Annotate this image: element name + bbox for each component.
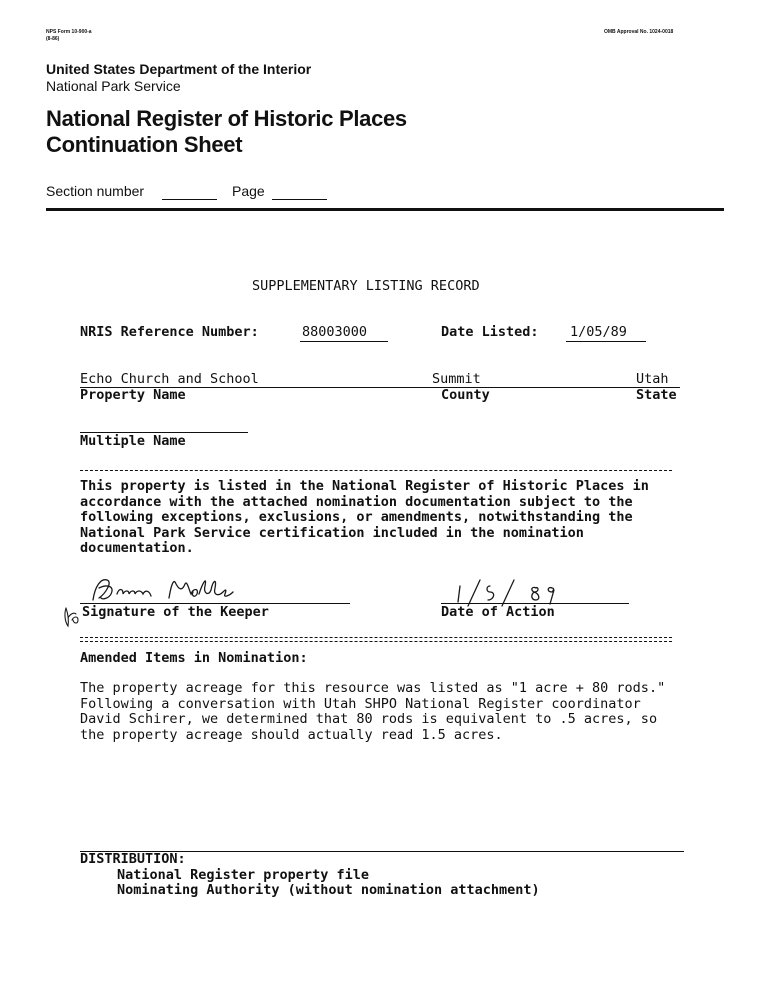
page-title: National Register of Historic Places [46, 106, 407, 131]
omb-approval: OMB Approval No. 1024-0018 [604, 29, 674, 35]
double-dashed-divider [80, 637, 672, 642]
amended-heading: Amended Items in Nomination: [80, 650, 308, 666]
record-heading: SUPPLEMENTARY LISTING RECORD [252, 278, 480, 294]
date-listed-underline [566, 341, 646, 342]
form-number: NPS Form 10-900-a [46, 29, 92, 35]
property-name-value: Echo Church and School [80, 371, 259, 387]
distribution-item: Nominating Authority (without nomination attachment) [117, 882, 540, 898]
listing-statement: This property is listed in the National Register of Historic Places in accordance with the attached nomination documentation subject to the following exceptions, exclusions, or amendments, notwithstanding the National Park Service certification included in the nomination documentation. [80, 478, 649, 557]
amended-text: The property acreage for this resource was listed as "1 acre + 80 rods." Following a conversation with Utah SHPO National Register coordinator David Schirer, we determined that 80 rods is equivalent to .5 acres, so the property acreage should actually read 1.5 acres. [80, 680, 666, 743]
nris-label: NRIS Reference Number: [80, 324, 259, 340]
form-revision: (8-86) [46, 36, 60, 42]
nris-value: 88003000 [302, 324, 368, 340]
agency-name: United States Department of the Interior [46, 61, 312, 77]
section-number-blank [162, 199, 217, 200]
multiple-name-label: Multiple Name [80, 433, 186, 449]
nris-underline [300, 341, 388, 342]
county-label: County [441, 387, 490, 403]
page-blank [272, 199, 327, 200]
page-subtitle: Continuation Sheet [46, 132, 243, 157]
county-value: Summit [432, 371, 481, 387]
header-divider [46, 208, 724, 211]
distribution-heading: DISTRIBUTION: [80, 851, 186, 867]
date-listed-label: Date Listed: [441, 324, 539, 340]
state-value: Utah [636, 371, 669, 387]
service-name: National Park Service [46, 78, 181, 94]
dashed-divider [80, 470, 672, 471]
signature-label: Signature of the Keeper [82, 604, 269, 620]
section-number-label: Section number [46, 183, 145, 199]
state-label: State [636, 387, 677, 403]
date-listed-value: 1/05/89 [570, 324, 627, 340]
for-initial-scribble [60, 604, 82, 632]
page-label: Page [232, 183, 265, 199]
action-date-label: Date of Action [441, 604, 555, 620]
property-name-label: Property Name [80, 387, 186, 403]
distribution-item: National Register property file [117, 867, 369, 883]
